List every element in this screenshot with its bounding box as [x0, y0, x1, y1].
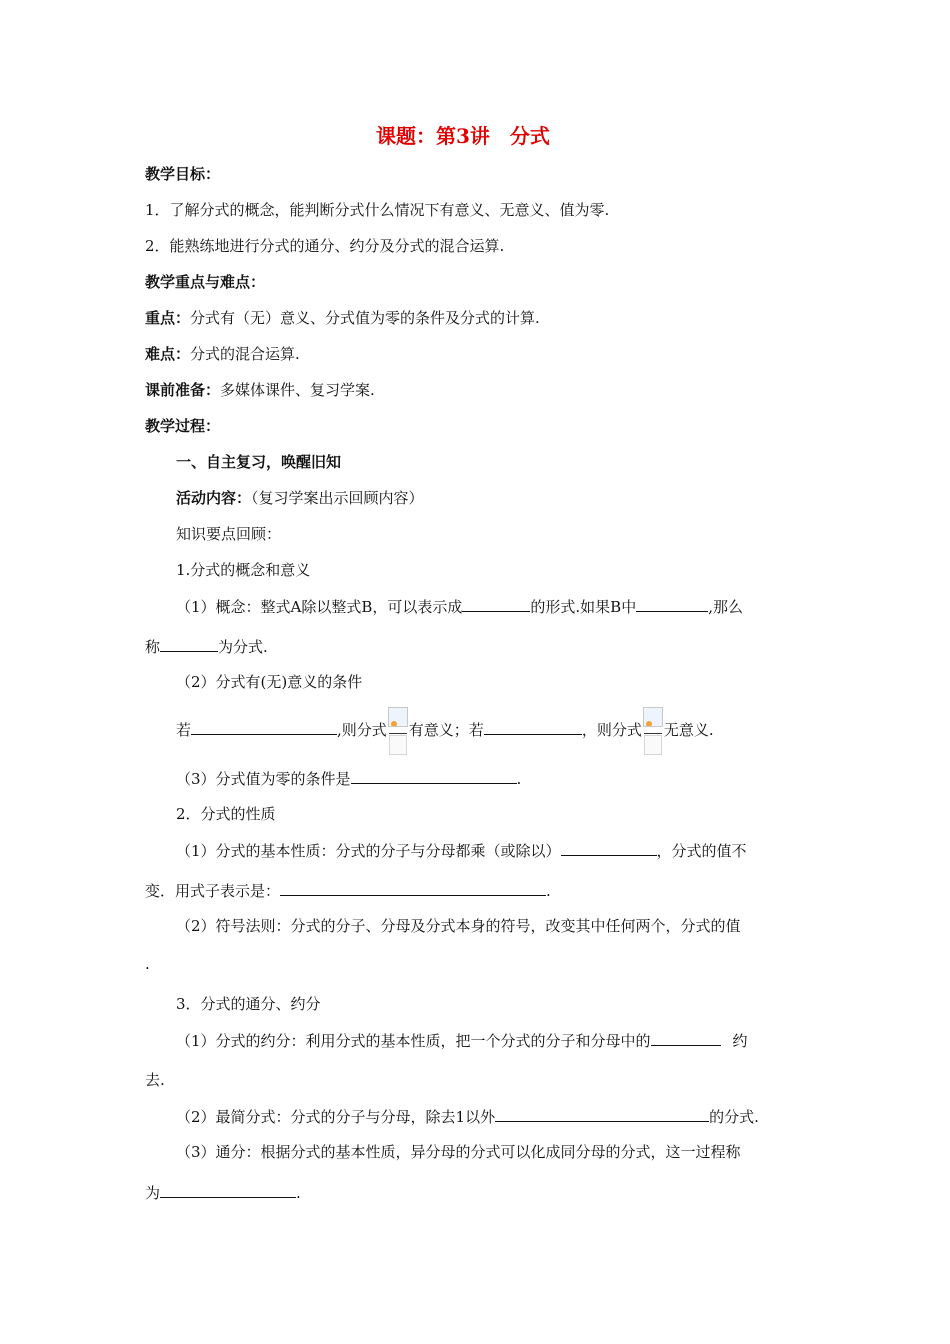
section-1-heading: 一、自主复习，唤醒旧知 [176, 453, 342, 471]
text: ,则分式 [337, 721, 387, 739]
text: 为 [145, 1184, 161, 1202]
text: （1）分式的约分：利用分式的基本性质，把一个分式的分子和分母中的 [176, 1032, 651, 1050]
activity-text: （复习学案出示回顾内容） [251, 489, 424, 507]
point-3-1 [176, 1030, 748, 1051]
answer-blank[interactable] [636, 596, 708, 612]
point-2-1-cont [145, 880, 551, 901]
text: ,那么 [708, 598, 743, 616]
answer-blank[interactable] [484, 719, 582, 735]
text: 的形式.如果B中 [530, 598, 637, 616]
text: 的分式. [709, 1108, 759, 1126]
point-1-1-cont [145, 636, 268, 657]
answer-blank[interactable] [160, 636, 218, 652]
answer-blank[interactable] [462, 596, 530, 612]
keypoints-heading: 教学重点与难点： [145, 273, 266, 291]
point-2-2: （2）符号法则：分式的分子、分母及分式本身的符号，改变其中任何两个，分式的值 [176, 917, 741, 935]
text: 无意义. [663, 721, 714, 739]
prep-label: 课前准备： [145, 381, 221, 399]
point-1-heading: 1.分式的概念和意义 [176, 561, 311, 579]
difficult-label: 难点： [145, 345, 191, 363]
difficult-point [145, 344, 300, 364]
text: . [546, 882, 551, 900]
answer-blank[interactable] [191, 719, 337, 735]
point-2-2-end: . [145, 955, 150, 973]
answer-blank[interactable] [651, 1030, 721, 1046]
text: （1）分式的基本性质：分式的分子与分母都乘（或除以） [176, 842, 561, 860]
activity [176, 488, 424, 508]
text: 若 [176, 721, 192, 739]
text: ，分式的值不 [656, 842, 747, 860]
text: 有意义；若 [408, 721, 484, 739]
point-1-1 [176, 596, 743, 617]
point-3-1-cont: 去. [145, 1071, 165, 1089]
key-point [145, 308, 540, 328]
text: . [516, 770, 522, 788]
page-title: 课题：第3讲 分式 [376, 124, 550, 148]
point-1-2-row [176, 706, 714, 755]
difficult-text: 分式的混合运算. [190, 345, 300, 363]
goals-heading: 教学目标： [145, 165, 221, 183]
text: . [296, 1184, 301, 1202]
process-heading: 教学过程： [145, 417, 221, 435]
prep-text: 多媒体课件、复习学案. [220, 381, 375, 399]
preparation [145, 380, 375, 400]
point-3-2 [176, 1106, 759, 1127]
answer-blank[interactable] [351, 768, 517, 784]
text: （3）分式值为零的条件是 [176, 770, 351, 788]
answer-blank[interactable] [495, 1106, 709, 1122]
fraction-image-icon [643, 707, 663, 755]
point-1-2: （2）分式有(无)意义的条件 [176, 673, 363, 691]
review-heading: 知识要点回顾： [176, 525, 282, 543]
text: ，则分式 [581, 721, 642, 739]
activity-label: 活动内容： [176, 489, 252, 507]
point-2-1 [176, 840, 747, 861]
point-3-heading: 3．分式的通分、约分 [176, 995, 321, 1013]
text: 变．用式子表示是： [145, 882, 281, 900]
answer-blank[interactable] [280, 880, 546, 896]
text: 为分式. [218, 638, 268, 656]
text: （2）最简分式：分式的分子与分母，除去1以外 [176, 1108, 496, 1126]
point-2-heading: 2．分式的性质 [176, 805, 276, 823]
answer-blank[interactable] [160, 1182, 296, 1198]
point-3-3-cont [145, 1182, 301, 1203]
point-1-3 [176, 768, 521, 789]
text: （1）概念：整式A除以整式B，可以表示成 [176, 598, 463, 616]
key-label: 重点： [145, 309, 191, 327]
text: 称 [145, 638, 161, 656]
key-text: 分式有（无）意义、分式值为零的条件及分式的计算. [190, 309, 540, 327]
answer-blank[interactable] [561, 840, 657, 856]
goal-1: 1．了解分式的概念，能判断分式什么情况下有意义、无意义、值为零. [145, 201, 610, 219]
fraction-image-icon [388, 707, 408, 755]
point-3-3: （3）通分：根据分式的基本性质，异分母的分式可以化成同分母的分式，这一过程称 [176, 1143, 741, 1161]
text: 约 [732, 1032, 748, 1050]
goal-2: 2．能熟练地进行分式的通分、约分及分式的混合运算. [145, 237, 505, 255]
